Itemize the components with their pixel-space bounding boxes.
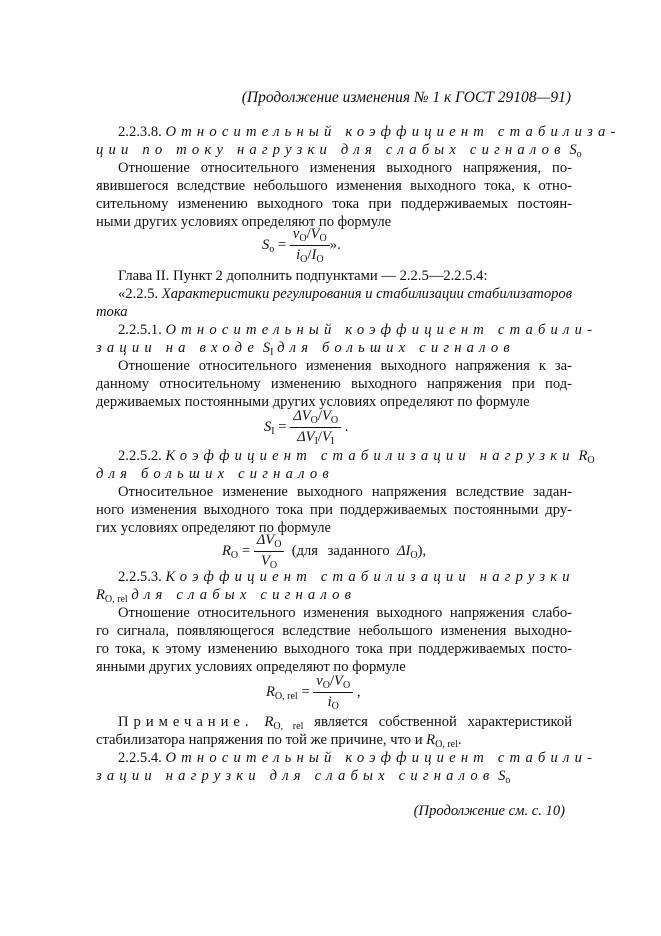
note-line: Примечание. $R_{O, rel}$ является собственной характеристикой — [118, 714, 572, 732]
section-225-heading: «2.2.5. Характеристики регулирования и стабилизации стабилизаторов — [118, 286, 573, 302]
fraction: $\frac{\Delta V_O}{V_O}$ — [254, 532, 285, 571]
formula-r-o-rel: $R_{O, rel}$ = $\frac{v_O/V_O}{i_O}$ , — [266, 673, 361, 712]
paragraph-line: данному относительному изменению выходного напряжения при под- — [96, 376, 572, 392]
paragraph-line: гих условиях определяют по формуле — [96, 520, 332, 536]
section-2251-heading: 2.2.5.1. Относительный коэффициент стабили- — [118, 322, 598, 338]
paragraph-line: держиваемых постоянными других условиях определяют по формуле — [96, 394, 530, 410]
paragraph-line: Относительное изменение выходного напряжения вследствие задан- — [118, 484, 572, 500]
paragraph-line: Отношение относительного изменения выходного напряжения к за- — [118, 358, 572, 374]
formula-r-o: $R_O$ = $\frac{\Delta V_O}{V_O}$ (для заданного $\Delta I_O$), — [222, 532, 427, 571]
paragraph-line: Отношение относительного изменения выходного напряжения, по- — [118, 160, 572, 176]
formula-s-i: $S_I$ = $\frac{\Delta V_O/V_O}{\Delta V_I/V_I}$ . — [264, 408, 349, 447]
section-2252-heading-cont: для больших сигналов — [96, 466, 334, 482]
section-2254-heading-cont: зации нагрузки для слабых сигналов $S_o$ — [96, 768, 511, 786]
paragraph-line: ными других условиях определяют по формуле — [96, 214, 392, 230]
chapter-line: Глава II. Пункт 2 дополнить подпунктами — 2.2.5—2.2.5.4: — [118, 268, 488, 284]
running-header: (Продолжение изменения № 1 к ГОСТ 29108—91) — [241, 89, 571, 106]
fraction: $\frac{v_O/V_O}{i_O}$ — [313, 673, 353, 712]
section-225-heading-cont: тока — [96, 304, 128, 320]
section-2238-heading-cont: ции по току нагрузки для слабых сигналов $S_o$ — [96, 142, 582, 160]
paragraph-line: явившегося вследствие небольшого изменения выходного тока, к отно- — [96, 178, 572, 194]
section-2252-heading: 2.2.5.2. Коэффициент стабилизации нагрузки $R_O$ — [118, 448, 595, 466]
paragraph-line: янными других условиях определяют по формуле — [96, 659, 406, 675]
formula-s-o: $S_o$ = $\frac{v_O/V_O}{i_O/I_O}$ ». — [262, 226, 341, 265]
running-footer: (Продолжение см. с. 10) — [413, 803, 565, 819]
paragraph-line: го сигнала, появляющегося вследствие небольшого изменения выходно- — [96, 623, 572, 639]
section-2251-heading-cont: зации на входе $S_I$ для больших сигналов — [96, 340, 515, 358]
paragraph-line: ного изменения выходного тока при поддерживаемых постоянными дру- — [96, 502, 572, 518]
section-2253-heading: 2.2.5.3. Коэффициент стабилизации нагрузки — [118, 569, 575, 585]
section-2253-heading-cont: $R_{O, rel}$ для слабых сигналов — [96, 587, 357, 605]
paragraph-line: Отношение относительного изменения выходного напряжения слабо- — [118, 605, 572, 621]
section-2254-heading: 2.2.5.4. Относительный коэффициент стабили- — [118, 750, 598, 766]
fraction: $\frac{\Delta V_O/V_O}{\Delta V_I/V_I}$ — [290, 408, 341, 447]
note-line-cont: стабилизатора напряжения по той же причине, что и $R_{O, rel}$. — [96, 732, 462, 750]
section-2238-heading: 2.2.3.8. Относительный коэффициент стабилиза- — [118, 124, 621, 140]
paragraph-line: сительному изменению выходного тока при поддерживаемых постоян- — [96, 196, 572, 212]
fraction: $\frac{v_O/V_O}{i_O/I_O}$ — [290, 226, 330, 265]
paragraph-line: го тока, к этому изменению выходного тока при поддерживаемых посто- — [96, 641, 572, 657]
